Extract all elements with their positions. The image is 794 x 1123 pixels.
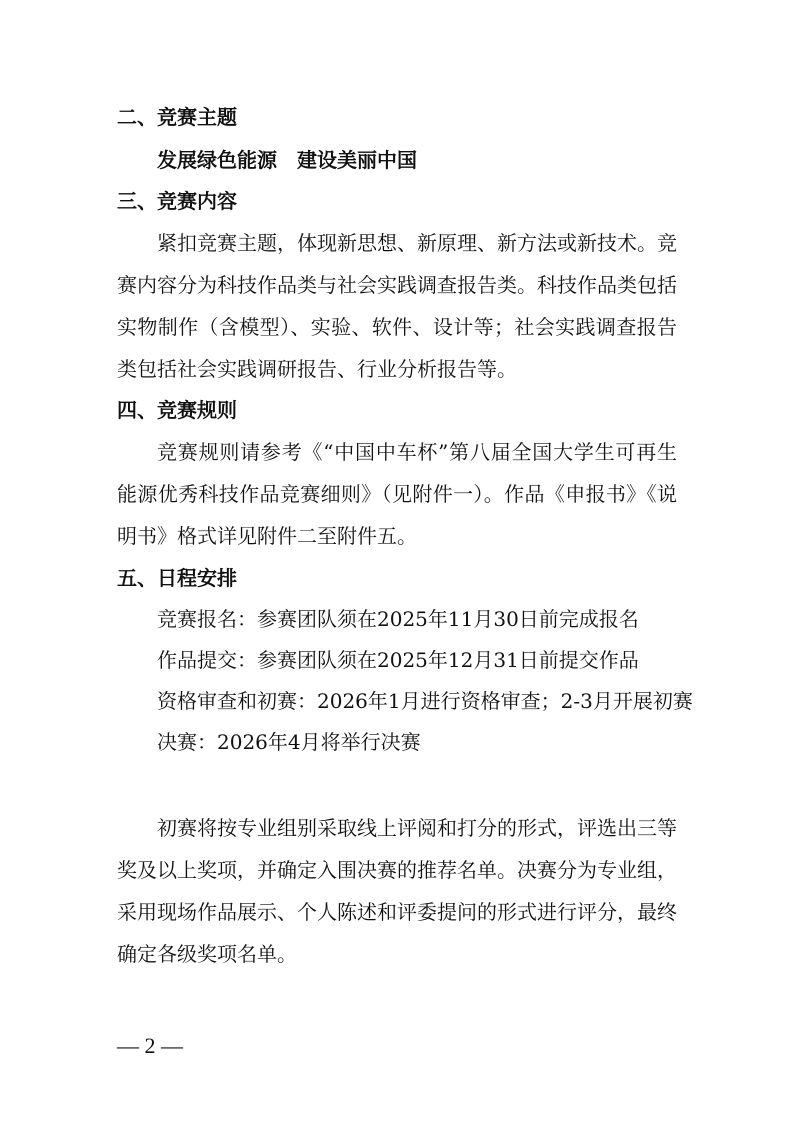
content-paragraph-line: 紧扣竞赛主题，体现新思想、新原理、新方法或新技术。竞 <box>157 231 677 255</box>
content-paragraph-line: 赛内容分为科技作品类与社会实践调查报告类。科技作品类包括 <box>117 273 677 297</box>
content-paragraph-line: 实物制作（含模型）、实验、软件、设计等；社会实践调查报告 <box>117 315 677 339</box>
schedule-item-submission: 作品提交：参赛团队须在2025年12月31日前提交作品 <box>157 648 639 672</box>
closing-paragraph-line: 采用现场作品展示、个人陈述和评委提问的形式进行评分，最终 <box>117 900 677 924</box>
closing-paragraph-line: 初赛将按专业组别采取线上评阅和打分的形式，评选出三等 <box>157 816 677 840</box>
competition-theme: 发展绿色能源 建设美丽中国 <box>157 148 417 172</box>
rules-paragraph-line: 明书》格式详见附件二至附件五。 <box>117 524 417 548</box>
page-number: — 2 — <box>117 1033 183 1058</box>
section-heading-theme: 二、竞赛主题 <box>117 105 237 129</box>
schedule-item-registration: 竞赛报名：参赛团队须在2025年11月30日前完成报名 <box>157 607 639 631</box>
schedule-item-final: 决赛：2026年4月将举行决赛 <box>157 730 421 754</box>
rules-paragraph-line: 竞赛规则请参考《“中国中车杯”第八届全国大学生可再生 <box>157 440 677 464</box>
section-heading-content: 三、竞赛内容 <box>117 189 237 213</box>
section-heading-rules: 四、竞赛规则 <box>117 398 237 422</box>
content-paragraph-line: 类包括社会实践调研报告、行业分析报告等。 <box>117 357 517 381</box>
rules-paragraph-line: 能源优秀科技作品竞赛细则》（见附件一）。作品《申报书》《说 <box>117 482 677 506</box>
schedule-item-preliminary: 资格审查和初赛：2026年1月进行资格审查；2-3月开展初赛 <box>157 689 693 713</box>
closing-paragraph-line: 确定各级奖项名单。 <box>117 942 297 966</box>
section-heading-schedule: 五、日程安排 <box>117 566 237 590</box>
closing-paragraph-line: 奖及以上奖项，并确定入围决赛的推荐名单。决赛分为专业组， <box>117 858 677 882</box>
